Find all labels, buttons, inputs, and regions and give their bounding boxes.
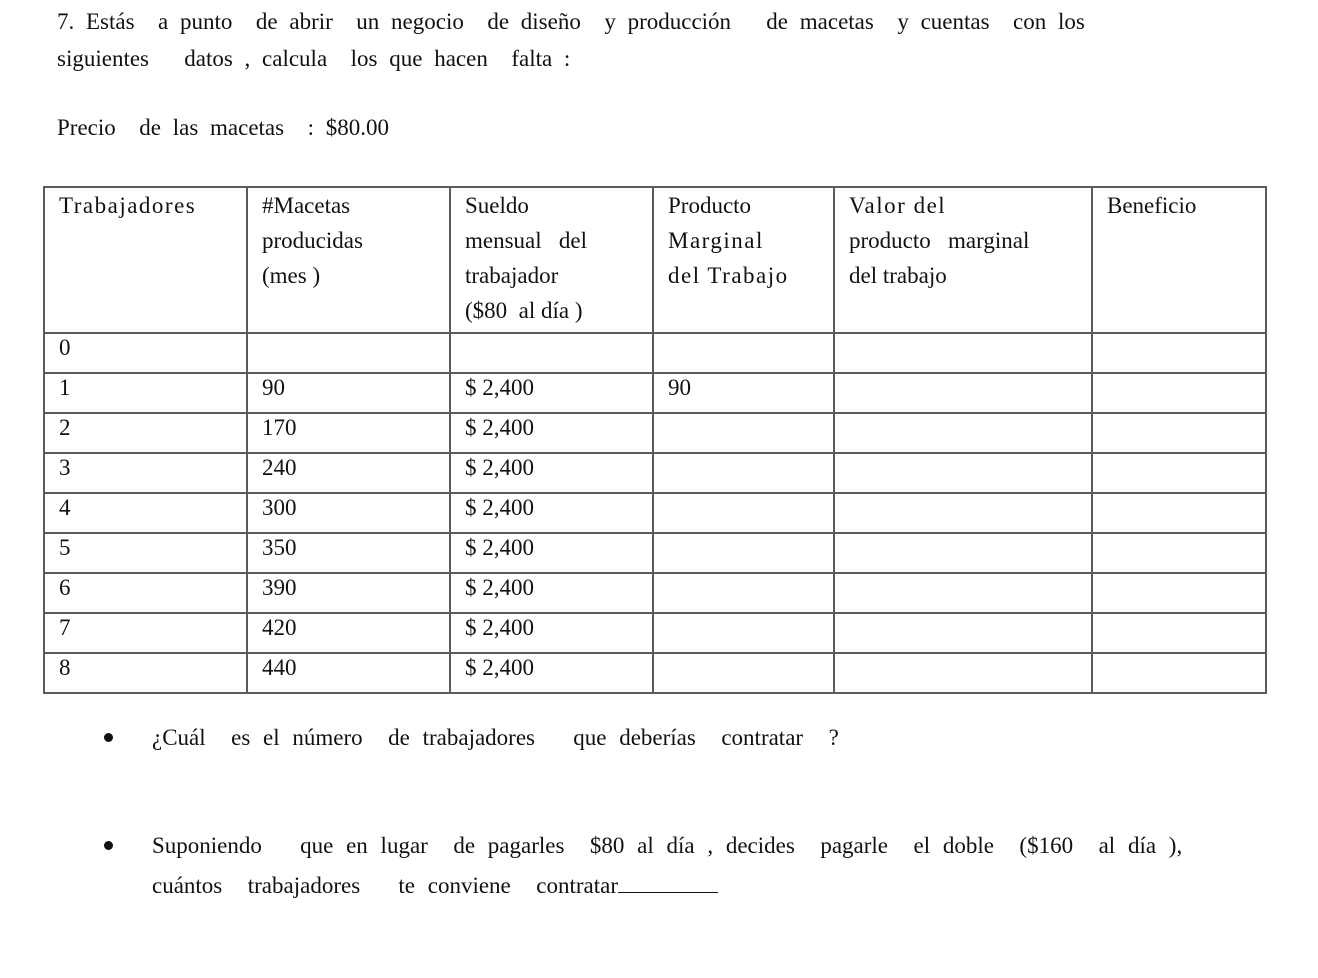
table-cell: 3 <box>44 453 247 493</box>
table-header-row <box>44 187 1266 333</box>
table-cell <box>653 533 834 573</box>
header-line: (mes ) <box>262 263 321 288</box>
problem-statement <box>57 3 1267 77</box>
table-cell <box>1092 373 1266 413</box>
problem-line-2: siguientes datos , calcula los que hacen falta : <box>57 46 571 71</box>
table-cell <box>834 533 1092 573</box>
header-line: #Macetas <box>262 193 351 218</box>
table-cell: 7 <box>44 613 247 653</box>
table-cell <box>834 573 1092 613</box>
header-line: del Trabajo <box>668 263 789 288</box>
table-cell: $ 2,400 <box>450 373 653 413</box>
table-cell: 0 <box>44 333 247 373</box>
question-2-line-2-text: cuántos trabajadores te conviene contratar <box>152 873 618 898</box>
table-cell <box>834 613 1092 653</box>
table-cell <box>653 333 834 373</box>
table-cell <box>653 453 834 493</box>
table-cell <box>1092 573 1266 613</box>
table-cell <box>1092 453 1266 493</box>
header-line: Beneficio <box>1107 193 1197 218</box>
table-row <box>44 493 1266 533</box>
table-cell <box>1092 653 1266 693</box>
question-1 <box>100 718 839 758</box>
header-line: Trabajadores <box>59 193 197 218</box>
table-cell: $ 2,400 <box>450 453 653 493</box>
table-cell: $ 2,400 <box>450 573 653 613</box>
table-cell <box>450 333 653 373</box>
question-2 <box>100 826 1292 906</box>
table-cell: 300 <box>247 493 450 533</box>
header-line: Valor del <box>849 193 947 218</box>
table-body <box>44 333 1266 693</box>
header-line: producidas <box>262 228 363 253</box>
table-cell: 2 <box>44 413 247 453</box>
table-cell: $ 2,400 <box>450 613 653 653</box>
table-cell: 1 <box>44 373 247 413</box>
bullet-icon <box>104 733 113 742</box>
question-2-line-2 <box>152 866 1292 906</box>
header-valor-producto <box>834 187 1092 333</box>
table-row <box>44 533 1266 573</box>
header-line: producto marginal <box>849 228 1030 253</box>
table-cell <box>1092 413 1266 453</box>
header-line: Marginal <box>668 228 764 253</box>
header-line: Sueldo <box>465 193 529 218</box>
table-cell: 420 <box>247 613 450 653</box>
table-row <box>44 333 1266 373</box>
table-cell: $ 2,400 <box>450 653 653 693</box>
header-beneficio <box>1092 187 1266 333</box>
table-cell: 90 <box>653 373 834 413</box>
header-trabajadores <box>44 187 247 333</box>
table-cell <box>1092 613 1266 653</box>
table-cell <box>834 333 1092 373</box>
answer-blank[interactable] <box>618 868 718 893</box>
question-1-text: ¿Cuál es el número de trabajadores que deberías contratar ? <box>152 725 839 750</box>
table-cell: 8 <box>44 653 247 693</box>
table-cell <box>1092 493 1266 533</box>
table-cell: 6 <box>44 573 247 613</box>
table-cell: 240 <box>247 453 450 493</box>
table-cell <box>653 413 834 453</box>
table-cell: 170 <box>247 413 450 453</box>
table-cell: 390 <box>247 573 450 613</box>
price-line: Precio de las macetas : $80.00 <box>57 115 389 140</box>
table-cell <box>834 453 1092 493</box>
table-row <box>44 373 1266 413</box>
question-2-line-1: Suponiendo que en lugar de pagarles $80 al día , decides pagarle el doble ($160 al día ), <box>152 833 1183 858</box>
production-table <box>43 186 1267 694</box>
table-cell: $ 2,400 <box>450 413 653 453</box>
header-macetas <box>247 187 450 333</box>
table-row <box>44 453 1266 493</box>
table-cell <box>834 373 1092 413</box>
table-cell <box>834 653 1092 693</box>
bullet-icon <box>104 841 113 850</box>
table-cell: 350 <box>247 533 450 573</box>
problem-line-1: 7. Estás a punto de abrir un negocio de diseño y producción de macetas y cuentas con los <box>57 9 1085 34</box>
table-row <box>44 573 1266 613</box>
table-cell: $ 2,400 <box>450 533 653 573</box>
table-cell <box>1092 533 1266 573</box>
header-sueldo <box>450 187 653 333</box>
table-cell <box>653 653 834 693</box>
table-cell <box>834 413 1092 453</box>
table-cell <box>1092 333 1266 373</box>
table-cell: 4 <box>44 493 247 533</box>
table-cell <box>653 573 834 613</box>
table-row <box>44 653 1266 693</box>
table-cell <box>247 333 450 373</box>
header-producto-marginal <box>653 187 834 333</box>
table-cell: $ 2,400 <box>450 493 653 533</box>
table-row <box>44 613 1266 653</box>
header-line: Producto <box>668 193 752 218</box>
table-cell <box>653 613 834 653</box>
table-cell: 440 <box>247 653 450 693</box>
header-line: del trabajo <box>849 263 947 288</box>
header-line: ($80 al día ) <box>465 298 583 323</box>
table-row <box>44 413 1266 453</box>
header-line: trabajador <box>465 263 559 288</box>
table-cell: 90 <box>247 373 450 413</box>
table-cell <box>653 493 834 533</box>
table-cell <box>834 493 1092 533</box>
table-cell: 5 <box>44 533 247 573</box>
header-line: mensual del <box>465 228 587 253</box>
